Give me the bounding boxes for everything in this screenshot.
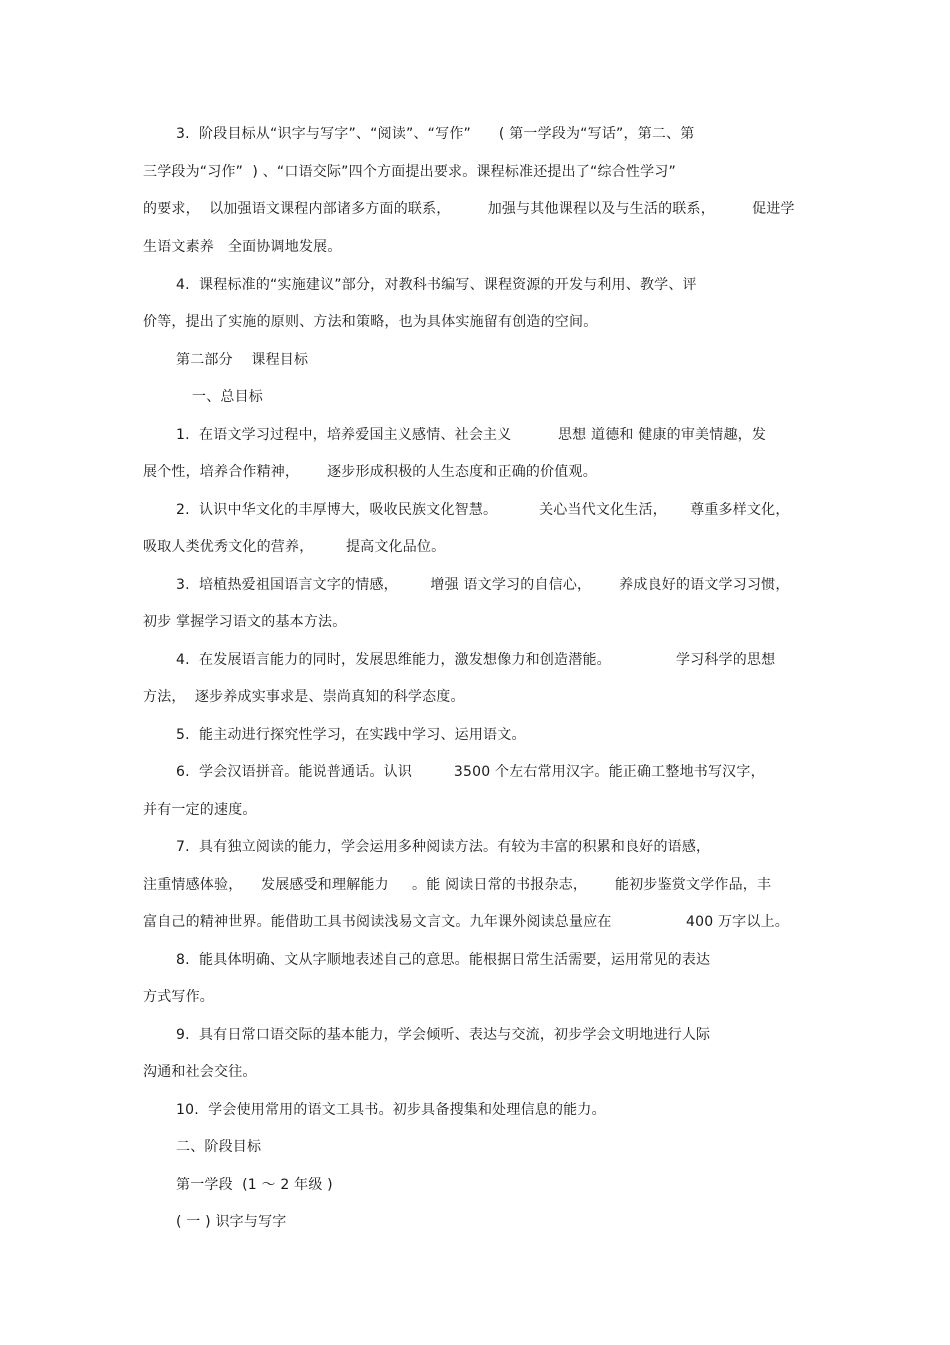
text-line: 9. 具有日常口语交际的基本能力，学会倾听、表达与交流，初步学会文明地进行人际: [176, 1027, 711, 1043]
text-line: 展个性，培养合作精神， 逐步形成积极的人生态度和正确的价值观。: [143, 464, 597, 480]
text-line: 富自己的精神世界。能借助工具书阅读浅易文言文。九年课外阅读总量应在 400 万字以上。: [143, 914, 789, 930]
text-line: 初步 掌握学习语文的基本方法。: [143, 614, 347, 630]
text-line: 3. 培植热爱祖国语言文字的情感， 增强 语文学习的自信心， 养成良好的语文学习习惯，: [176, 577, 790, 593]
text-line: 6. 学会汉语拼音。能说普通话。认识 3500 个左右常用汉字。能正确工整地书写汉字，: [176, 764, 765, 780]
text-line: 方式写作。: [143, 989, 214, 1005]
text-line: 沟通和社会交往。: [143, 1064, 257, 1080]
text-line: 3. 阶段目标从“识字与写字”、“阅读”、“写作” ( 第一学段为“写话”，第二、第: [176, 126, 695, 142]
text-line: 并有一定的速度。: [143, 802, 257, 818]
text-line: 4. 课程标准的“实施建议”部分，对教科书编写、课程资源的开发与利用、教学、评: [176, 277, 697, 293]
text-line: 4. 在发展语言能力的同时，发展思维能力，激发想像力和创造潜能。 学习科学的思想: [176, 652, 776, 668]
text-line: 8. 能具体明确、文从字顺地表述自己的意思。能根据日常生活需要，运用常见的表达: [176, 952, 711, 968]
text-line: 的要求， 以加强语文课程内部诸多方面的联系， 加强与其他课程以及与生活的联系， 促进学: [143, 201, 795, 217]
text-line: 吸取人类优秀文化的营养， 提高文化品位。: [143, 539, 446, 555]
text-line: 三学段为“习作” ) 、“口语交际”四个方面提出要求。课程标准还提出了“综合性学习”: [143, 164, 676, 180]
subsection-heading: 一、总目标: [192, 389, 263, 405]
subsection-heading: ( 一 ) 识字与写字: [176, 1214, 287, 1230]
subsection-heading: 二、阶段目标: [176, 1139, 262, 1155]
section-heading: 第二部分 课程目标: [176, 352, 309, 368]
subsection-heading: 第一学段 (1 ～ 2 年级 ): [176, 1177, 333, 1193]
text-line: 注重情感体验， 发展感受和理解能力 。能 阅读日常的书报杂志， 能初步鉴赏文学作品，丰: [143, 877, 772, 893]
text-line: 10. 学会使用常用的语文工具书。初步具备搜集和处理信息的能力。: [176, 1102, 606, 1118]
text-line: 5. 能主动进行探究性学习，在实践中学习、运用语文。: [176, 727, 526, 743]
text-line: 价等，提出了实施的原则、方法和策略，也为具体实施留有创造的空间。: [143, 314, 598, 330]
text-line: 1. 在语文学习过程中，培养爱国主义感情、社会主义 思想 道德和 健康的审美情趣，发: [176, 427, 767, 443]
text-line: 生语文素养 全面协调地发展。: [143, 239, 342, 255]
text-line: 7. 具有独立阅读的能力，学会运用多种阅读方法。有较为丰富的积累和良好的语感，: [176, 839, 711, 855]
text-line: 2. 认识中华文化的丰厚博大，吸收民族文化智慧。 关心当代文化生活， 尊重多样文化，: [176, 502, 790, 518]
text-line: 方法， 逐步养成实事求是、崇尚真知的科学态度。: [143, 689, 465, 705]
